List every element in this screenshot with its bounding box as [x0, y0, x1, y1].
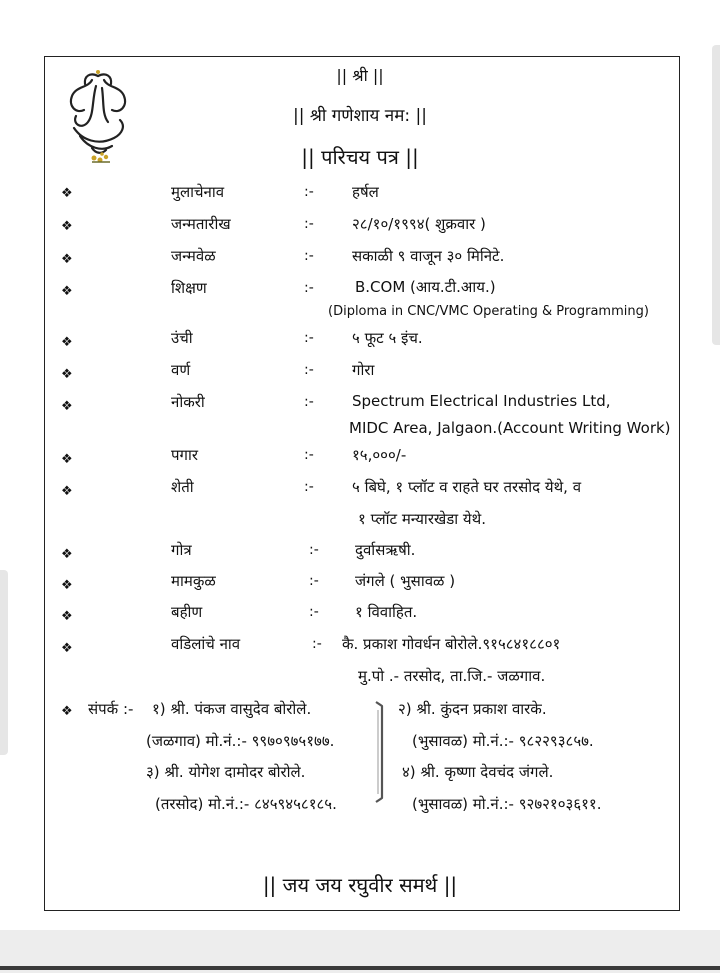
- diamond-bullet-icon: ❖: [61, 578, 73, 593]
- contact-1-phone: (जळगाव) मो.नं.:- ९९७०९७५१७७.: [146, 732, 335, 750]
- row-value: १५,०००/-: [352, 446, 407, 464]
- row-separator: :-: [304, 330, 314, 346]
- contact-2-name: २) श्री. कुंदन प्रकाश वारके.: [398, 700, 547, 718]
- row-value: २८/१०/१९९४( शुक्रवार ): [352, 215, 486, 233]
- row-label: उंची: [171, 329, 193, 347]
- contact-4-phone: (भुसावळ) मो.नं.:- ९२७२१०३६११.: [412, 795, 602, 813]
- diamond-bullet-icon: ❖: [61, 547, 73, 562]
- diamond-bullet-icon: ❖: [61, 399, 73, 414]
- row-label: मामकुळ: [171, 572, 216, 590]
- row-value-continued: (Diploma in CNC/VMC Operating & Programming): [328, 304, 649, 319]
- row-separator: :-: [304, 479, 314, 495]
- contact-3-name: ३) श्री. योगेश दामोदर बोरोले.: [146, 763, 306, 781]
- row-separator: :-: [304, 248, 314, 264]
- right-scroll-edge[interactable]: [712, 45, 720, 345]
- row-label: वडिलांचे नाव: [171, 635, 241, 653]
- row-value-continued: MIDC Area, Jalgaon.(Account Writing Work): [349, 419, 671, 437]
- row-separator: :-: [309, 542, 319, 558]
- row-value: सकाळी ९ वाजून ३० मिनिटे.: [352, 247, 505, 265]
- contact-label: संपर्क :-: [88, 700, 134, 718]
- diamond-bullet-icon: ❖: [61, 335, 73, 350]
- row-separator: :-: [309, 573, 319, 589]
- diamond-bullet-icon: ❖: [61, 367, 73, 382]
- row-separator: :-: [304, 184, 314, 200]
- row-separator: :-: [304, 447, 314, 463]
- row-label: गोत्र: [171, 541, 192, 559]
- diamond-bullet-icon: ❖: [61, 452, 73, 467]
- row-value-continued: मु.पो .- तरसोद, ता.जि.- जळगाव.: [358, 667, 546, 685]
- row-value: हर्षल: [352, 183, 379, 201]
- row-separator: :-: [304, 280, 314, 296]
- row-label: जन्मतारीख: [171, 215, 231, 233]
- row-label: शिक्षण: [171, 279, 207, 297]
- invocation-header: || श्री गणेशाय नम: ||: [293, 106, 427, 126]
- row-value: ५ फूट ५ इंच.: [352, 329, 423, 347]
- row-value-continued: १ प्लॉट मन्यारखेडा येथे.: [358, 510, 486, 528]
- diamond-bullet-icon: ❖: [61, 186, 73, 201]
- bottom-line: [0, 966, 720, 970]
- row-value: Spectrum Electrical Industries Ltd,: [352, 392, 611, 410]
- contact-divider-bracket: [373, 700, 385, 804]
- diamond-bullet-icon: ❖: [61, 284, 73, 299]
- row-label: मुलाचेनाव: [171, 183, 225, 201]
- diamond-bullet-icon: ❖: [61, 609, 73, 624]
- diamond-bullet-icon: ❖: [61, 704, 73, 719]
- row-label: जन्मवेळ: [171, 247, 216, 265]
- row-separator: :-: [304, 216, 314, 232]
- contact-3-phone: (तरसोद) मो.नं.:- ८४५९४५८१८५.: [155, 795, 337, 813]
- contact-4-name: ४) श्री. कृष्णा देवचंद जंगले.: [402, 763, 554, 781]
- diamond-bullet-icon: ❖: [61, 484, 73, 499]
- row-label: शेती: [171, 478, 194, 496]
- row-separator: :-: [309, 604, 319, 620]
- row-value: दुर्वासऋषी.: [355, 541, 416, 559]
- row-value: ५ बिघे, १ प्लॉट व राहते घर तरसोद येथे, व: [352, 478, 582, 496]
- row-separator: :-: [304, 362, 314, 378]
- row-value: B.COM (आय.टी.आय.): [355, 278, 496, 296]
- row-separator: :-: [312, 636, 322, 652]
- page-title: || परिचय पत्र ||: [301, 145, 419, 169]
- row-label: वर्ण: [171, 361, 191, 379]
- diamond-bullet-icon: ❖: [61, 252, 73, 267]
- row-label: नोकरी: [171, 393, 205, 411]
- shri-header: || श्री ||: [336, 66, 384, 85]
- row-separator: :-: [304, 394, 314, 410]
- row-value: १ विवाहित.: [355, 603, 418, 621]
- row-value: कै. प्रकाश गोवर्धन बोरोले.९१५८४१८८०१: [342, 635, 561, 653]
- diamond-bullet-icon: ❖: [61, 219, 73, 234]
- row-value: जंगले ( भुसावळ ): [355, 572, 456, 590]
- left-scroll-edge[interactable]: [0, 570, 8, 755]
- row-label: पगार: [171, 446, 198, 464]
- row-value: गोरा: [352, 361, 375, 379]
- row-label: बहीण: [171, 603, 203, 621]
- footer-slogan: || जय जय रघुवीर समर्थ ||: [262, 873, 458, 897]
- contact-2-phone: (भुसावळ) मो.नं.:- ९८२२९३८५७.: [412, 732, 594, 750]
- diamond-bullet-icon: ❖: [61, 641, 73, 656]
- contact-1-name: १) श्री. पंकज वासुदेव बोरोले.: [152, 700, 312, 718]
